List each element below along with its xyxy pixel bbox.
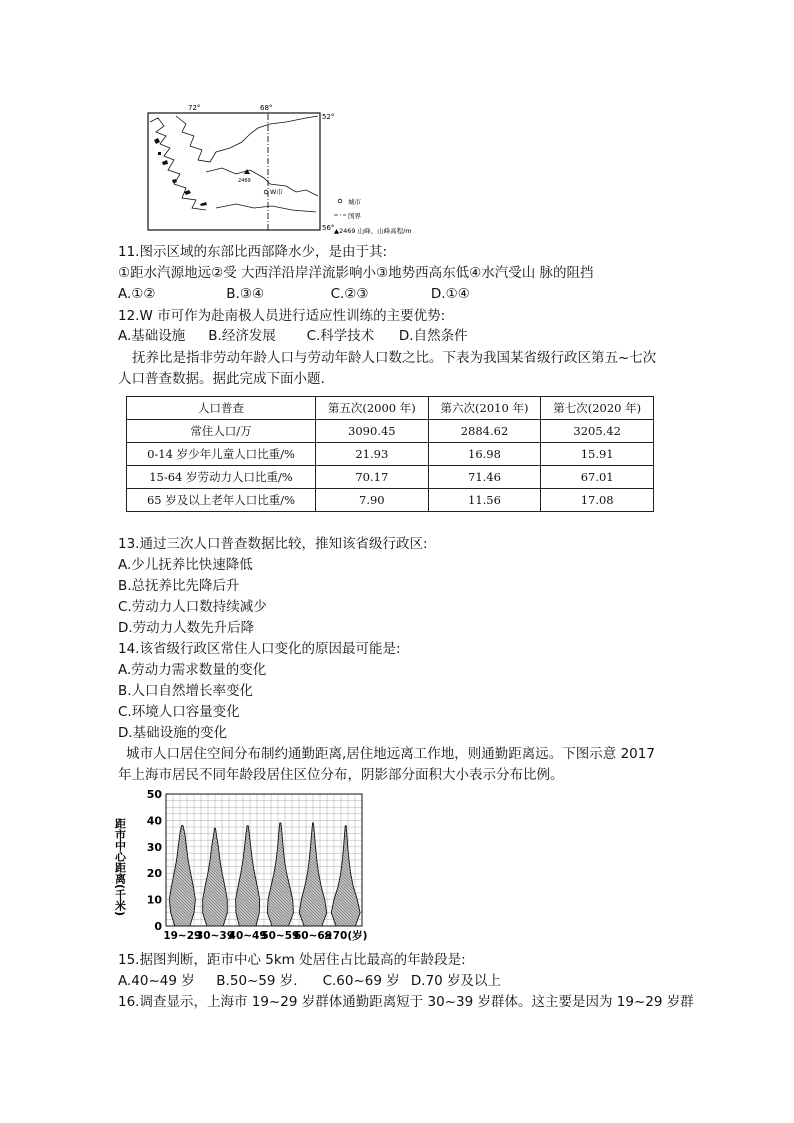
map-frame — [148, 113, 320, 230]
intro2-line2: 人口普查数据。据此完成下面小题. — [118, 371, 325, 387]
table-cell: 17.08 — [541, 489, 654, 512]
q11-line2: ①距水汽源地远②受 大西洋沿岸洋流影响小③地势西高东低④水汽受山 脉的阻挡 — [118, 265, 594, 281]
q15-stem: 15.据图判断，距市中心 5km 处居住占比最高的年龄段是: — [118, 952, 466, 968]
table-cell: 3205.42 — [541, 420, 654, 443]
table-cell: 2884.62 — [428, 420, 541, 443]
lon-label-68: 68° — [260, 104, 273, 112]
lon-label-72: 72° — [188, 104, 201, 112]
region-map — [146, 104, 431, 236]
legend-city-icon — [338, 199, 342, 203]
table-row — [127, 466, 654, 489]
table-cell: 0-14 岁少年儿童人口比重/% — [127, 443, 316, 466]
legend-border: 国界 — [348, 212, 361, 220]
intro3-line1: 城市人口居住空间分布制约通勤距离,居住地远离工作地，则通勤距离远。下图示意 2017 — [126, 746, 655, 762]
table-header-cell: 第六次(2010 年) — [428, 397, 541, 420]
y-tick-label: 20 — [146, 867, 162, 881]
q14-option-d[interactable]: D.基础设施的变化 — [118, 725, 228, 741]
violin-shape — [267, 823, 293, 926]
city-label: W市 — [270, 188, 283, 196]
q15-option-d[interactable]: D.70 岁及以上 — [410, 973, 502, 989]
table-cell: 7.90 — [316, 489, 429, 512]
x-tick-label: 30~39 — [195, 930, 235, 942]
table-header-cell: 人口普查 — [127, 397, 316, 420]
q12-option-c[interactable]: C.科学技术 — [306, 328, 375, 344]
q11-option-b[interactable]: B.③④ — [226, 286, 265, 302]
legend-peak: ▲2469 山峰、山峰高程/m — [334, 227, 412, 235]
y-tick-label: 50 — [146, 788, 162, 801]
q13-option-c[interactable]: C.劳动力人口数持续减少 — [118, 599, 267, 615]
y-tick-label: 0 — [154, 920, 162, 933]
lat-label-52: 52° — [322, 113, 335, 121]
census-table — [126, 396, 654, 512]
table-cell: 71.46 — [428, 466, 541, 489]
y-tick-label: 30 — [146, 840, 162, 854]
q12-option-d[interactable]: D.自然条件 — [398, 328, 468, 344]
q14-option-a[interactable]: A.劳动力需求数量的变化 — [118, 662, 267, 678]
q13-option-b[interactable]: B.总抚养比先降后升 — [118, 578, 240, 594]
q14-option-c[interactable]: C.环境人口容量变化 — [118, 704, 240, 720]
q12-option-a[interactable]: A.基础设施 — [118, 328, 186, 344]
q11-stem: 11.图示区域的东部比西部降水少，是由于其: — [118, 244, 388, 260]
q15-option-b[interactable]: B.50~59 岁. — [216, 973, 298, 989]
lat-label-56: 56° — [322, 224, 335, 232]
violin-shape — [169, 826, 195, 926]
q12-option-b[interactable]: B.经济发展 — [208, 328, 276, 344]
legend-city: 城市 — [348, 198, 361, 206]
intro3-line2: 年上海市居民不同年龄段居住区位分布，阴影部分面积大小表示分布比例。 — [118, 767, 564, 783]
q11-options — [118, 284, 470, 304]
y-tick-label: 10 — [146, 893, 162, 907]
violin-shape — [236, 826, 260, 926]
residence-distribution-chart — [113, 788, 395, 948]
table-cell: 15-64 岁劳动力人口比重/% — [127, 466, 316, 489]
x-tick-label: 40~49 — [228, 930, 267, 942]
table-row — [127, 489, 654, 512]
q15-option-a[interactable]: A.40~49 岁 — [118, 973, 195, 989]
table-row — [127, 420, 654, 443]
x-tick-label: 19~29 — [163, 930, 202, 942]
x-tick-label: ≥70(岁) — [323, 930, 368, 942]
q14-option-b[interactable]: B.人口自然增长率变化 — [118, 683, 254, 699]
table-cell: 70.17 — [316, 466, 429, 489]
y-tick-label: 40 — [146, 814, 162, 828]
q13-option-a[interactable]: A.少儿抚养比快速降低 — [118, 557, 253, 573]
violin-shape — [331, 826, 360, 926]
x-tick-label: 60~69 — [293, 930, 333, 942]
peak-label: 2469 — [238, 178, 251, 184]
table-row — [127, 443, 654, 466]
y-axis-label: 距市中心距离(千米) — [113, 818, 127, 917]
violin-shape — [299, 823, 326, 926]
q11-option-c[interactable]: C.②③ — [330, 286, 369, 302]
q11-option-a[interactable]: A.①② — [118, 286, 156, 302]
q13-option-d[interactable]: D.劳动力人数先升后降 — [118, 620, 255, 636]
table-cell: 15.91 — [541, 443, 654, 466]
table-cell: 11.56 — [428, 489, 541, 512]
table-header-cell: 第五次(2000 年) — [316, 397, 429, 420]
q14-stem: 14.该省级行政区常住人口变化的原因最可能是: — [118, 641, 401, 657]
table-cell: 16.98 — [428, 443, 541, 466]
q12-options — [118, 326, 468, 346]
q11-option-d[interactable]: D.①④ — [430, 286, 470, 302]
table-cell: 常住人口/万 — [127, 420, 316, 443]
intro2-line1: 抚养比是指非劳动年龄人口与劳动年龄人口数之比。下表为我国某省级行政区第五~七次 — [132, 350, 657, 366]
x-tick-label: 50~59 — [261, 930, 300, 942]
q12-stem: 12.W 市可作为赴南极人员进行适应性训练的主要优势: — [118, 308, 446, 324]
table-cell: 21.93 — [316, 443, 429, 466]
q16-stem: 16.调查显示，上海市 19~29 岁群体通勤距离短于 30~39 岁群体。这主要是因为 19~29 岁群 — [118, 994, 694, 1010]
table-cell: 65 岁及以上老年人口比重/% — [127, 489, 316, 512]
q13-stem: 13.通过三次人口普查数据比较，推知该省级行政区: — [118, 536, 428, 552]
violin-shape — [203, 828, 228, 926]
table-cell: 67.01 — [541, 466, 654, 489]
q15-option-c[interactable]: C.60~69 岁 — [322, 973, 400, 989]
chart-shapes — [169, 823, 360, 926]
table-header-row — [127, 397, 654, 420]
q15-options — [118, 971, 501, 991]
table-header-cell: 第七次(2020 年) — [541, 397, 654, 420]
table-cell: 3090.45 — [316, 420, 429, 443]
